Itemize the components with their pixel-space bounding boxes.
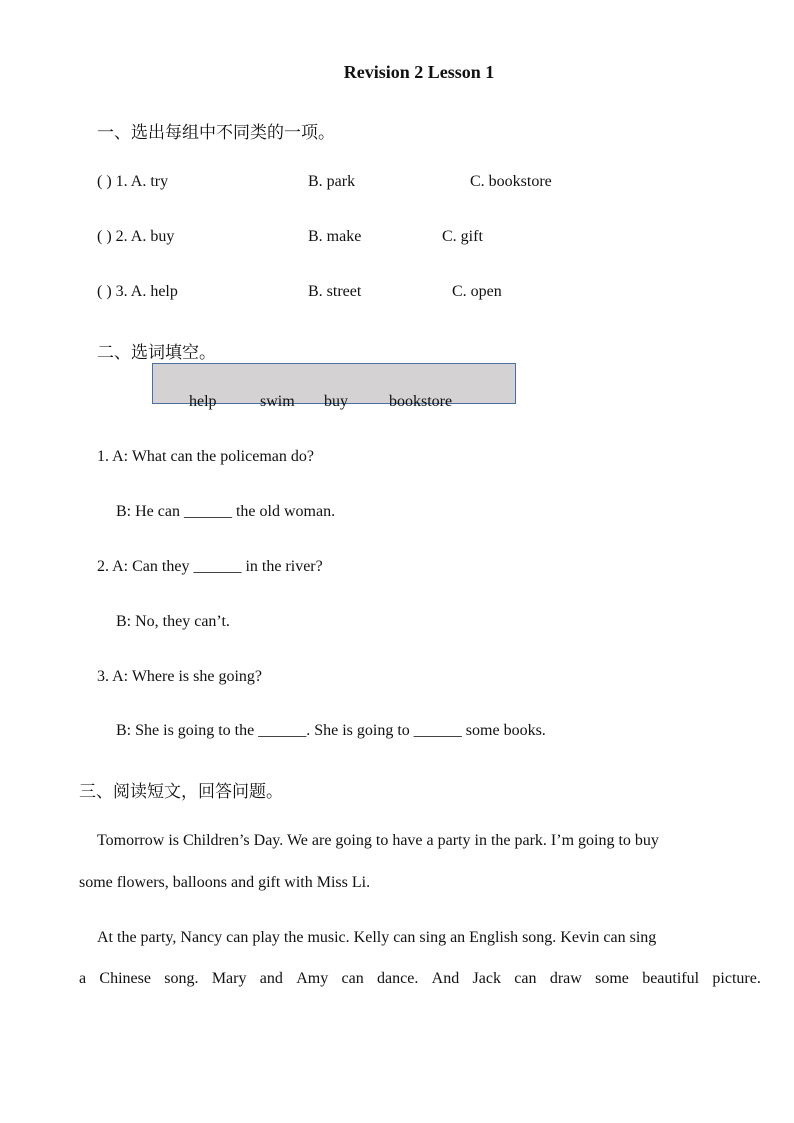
q3-option-c: C. open	[452, 283, 502, 300]
q2-option-b: B. make	[308, 228, 362, 245]
passage-word: Chinese	[99, 970, 151, 987]
passage-line: some flowers, balloons and gift with Miss Li.	[79, 874, 371, 891]
q1-stem: ( ) 1. A. try	[97, 173, 169, 190]
word-bank-word: bookstore	[389, 393, 453, 410]
passage-word: picture.	[712, 970, 761, 987]
fill-line: B: She is going to the ______. She is going to ______ some books.	[116, 722, 546, 739]
fill-line: B: No, they can’t.	[116, 613, 230, 630]
passage-word: a	[79, 970, 87, 987]
q1-option-b: B. park	[308, 173, 356, 190]
passage-word: can	[341, 970, 364, 987]
passage-word: and	[259, 970, 283, 987]
passage-word: And	[431, 970, 460, 987]
passage-line: At the party, Nancy can play the music. Kelly can sing an English song. Kevin can sing	[97, 929, 657, 946]
q2-option-c: C. gift	[442, 228, 483, 245]
word-bank-word: buy	[324, 393, 348, 410]
passage-word: Amy	[296, 970, 329, 987]
fill-line: 1. A: What can the policeman do?	[97, 448, 314, 465]
passage-word: dance.	[377, 970, 419, 987]
word-bank-word: swim	[260, 393, 295, 410]
q1-option-c: C. bookstore	[470, 173, 552, 190]
q2-stem: ( ) 2. A. buy	[97, 228, 175, 245]
passage-line: Tomorrow is Children’s Day. We are going to have a party in the park. I’m going to buy	[97, 832, 659, 849]
q3-option-b: B. street	[308, 283, 362, 300]
word-bank-word: help	[189, 393, 217, 410]
passage-word: Mary	[211, 970, 247, 987]
fill-line: 3. A: Where is she going?	[97, 668, 263, 685]
passage-word: draw	[549, 970, 582, 987]
passage-word: song.	[164, 970, 199, 987]
passage-word: some	[595, 970, 629, 987]
section-3-heading: 三、阅读短文，回答问题。	[79, 782, 283, 802]
page-title: Revision 2 Lesson 1	[343, 62, 495, 82]
passage-word: Jack	[472, 970, 501, 987]
passage-word: beautiful	[642, 970, 700, 987]
passage-justified-line	[79, 970, 761, 988]
section-1-heading: 一、选出每组中不同类的一项。	[97, 123, 335, 143]
q3-stem: ( ) 3. A. help	[97, 283, 178, 300]
fill-line: 2. A: Can they ______ in the river?	[97, 558, 323, 575]
section-2-heading: 二、选词填空。	[97, 343, 216, 363]
passage-word: can	[514, 970, 537, 987]
fill-line: B: He can ______ the old woman.	[116, 503, 336, 520]
